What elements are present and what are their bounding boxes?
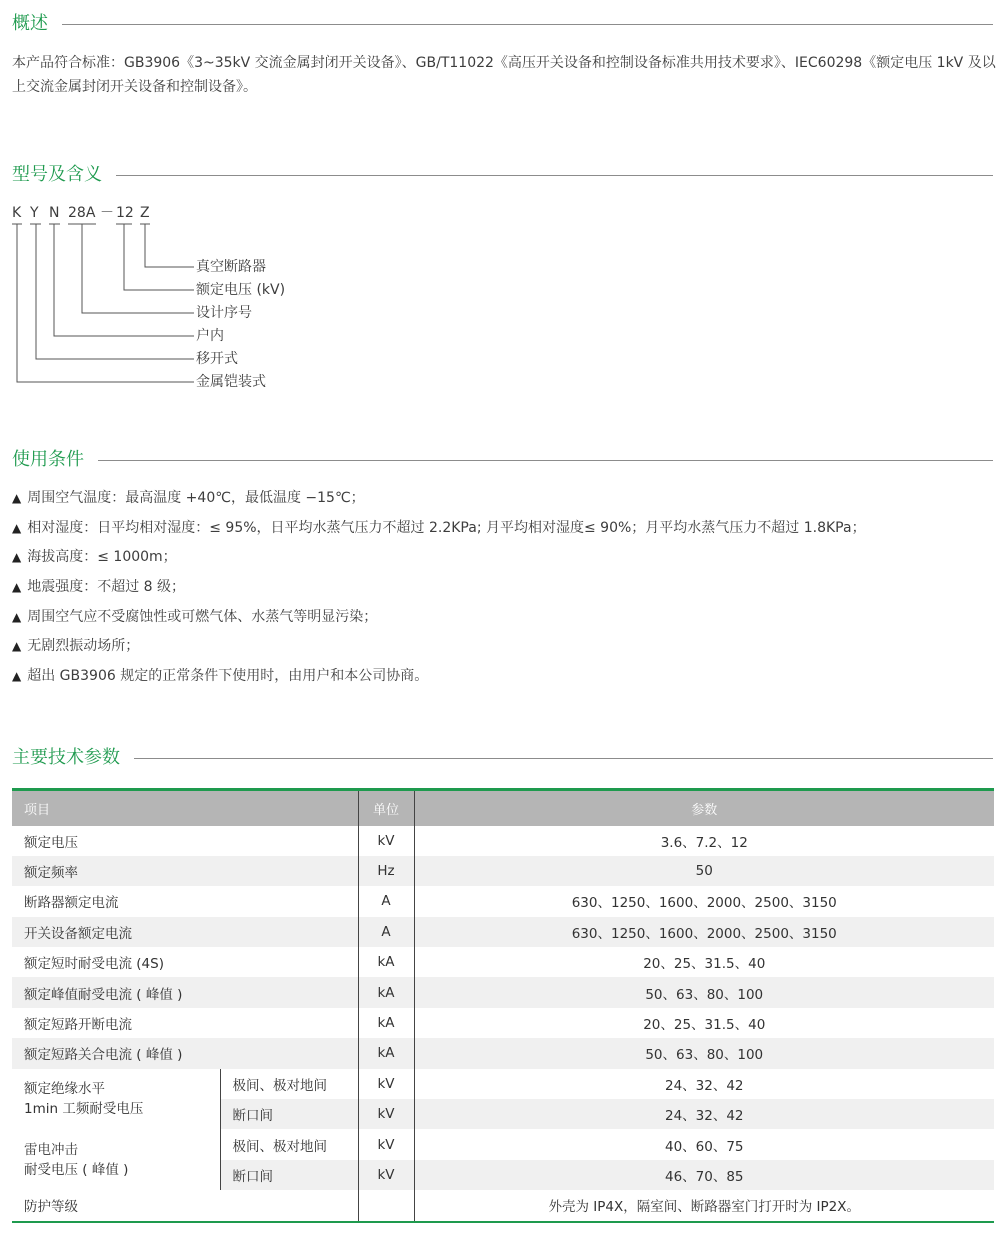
row-value: 20、25、31.5、40 — [414, 947, 994, 977]
row-item: 额定峰值耐受电流 ( 峰值 ) — [12, 977, 358, 1007]
condition-text: 周围空气应不受腐蚀性或可燃气体、水蒸气等明显污染； — [27, 609, 378, 625]
model-header — [12, 163, 993, 187]
table-row — [12, 856, 994, 886]
params-header-row — [12, 790, 994, 826]
table-row — [12, 1038, 994, 1068]
row-value: 630、1250、1600、2000、2500、3150 — [414, 917, 994, 947]
model-meaning-rated-voltage: 额定电压 (kV) — [196, 282, 286, 298]
lightning-item-line2: 耐受电压 ( 峰值 ) — [24, 1161, 129, 1178]
row-unit: kA — [358, 947, 414, 977]
table-row — [12, 1069, 994, 1099]
model-code-y: Y — [30, 205, 39, 221]
condition-item — [12, 518, 866, 538]
conditions-title: 使用条件 — [12, 448, 98, 472]
insulation-item — [12, 1069, 220, 1130]
model-title: 型号及含义 — [12, 163, 116, 187]
model-code-28a: 28A — [68, 205, 96, 221]
row-unit: kA — [358, 977, 414, 1007]
model-code-n: N — [49, 205, 60, 221]
triangle-bullet-icon: ▲ — [12, 550, 22, 564]
model-code-k: K — [12, 205, 22, 221]
row-value: 50、63、80、100 — [414, 1038, 994, 1068]
table-row — [12, 947, 994, 977]
row-unit: A — [358, 886, 414, 916]
row-unit: kA — [358, 1008, 414, 1038]
lightning-sub2: 断口间 — [220, 1160, 358, 1190]
condition-item — [12, 488, 365, 508]
row-value: 630、1250、1600、2000、2500、3150 — [414, 886, 994, 916]
table-row — [12, 917, 994, 947]
row-unit: kV — [358, 826, 414, 856]
row-item: 额定短时耐受电流 (4S) — [24, 956, 164, 973]
model-meaning-withdrawable: 移开式 — [196, 351, 238, 367]
model-diagram — [12, 204, 312, 394]
insulation-sub2: 断口间 — [220, 1099, 358, 1129]
condition-item — [12, 547, 177, 567]
row-item: 额定短路关合电流 ( 峰值 ) — [12, 1038, 358, 1068]
lightning-item-line1: 雷电冲击 — [24, 1141, 78, 1158]
row-unit: Hz — [358, 856, 414, 886]
condition-text: 周围空气温度：最高温度 +40℃，最低温度 −15℃； — [27, 490, 365, 506]
row-value: 20、25、31.5、40 — [414, 1008, 994, 1038]
row-item: 额定电压 — [24, 834, 78, 851]
condition-item — [12, 607, 377, 627]
model-meaning-design-serial: 设计序号 — [196, 305, 252, 321]
model-rule — [12, 175, 993, 176]
insulation-unit2: kV — [358, 1099, 414, 1129]
protection-value: 外壳为 IP4X，隔室间、断路器室门打开时为 IP2X。 — [414, 1190, 994, 1221]
insulation-unit1: kV — [358, 1069, 414, 1099]
row-unit: kA — [358, 1038, 414, 1068]
table-row — [12, 886, 994, 916]
table-row — [12, 1190, 994, 1221]
overview-rule — [12, 24, 993, 25]
lightning-value1: 40、60、75 — [414, 1129, 994, 1159]
model-connector-lines — [12, 204, 202, 394]
triangle-bullet-icon: ▲ — [12, 639, 22, 653]
conditions-rule — [12, 460, 993, 461]
model-meaning-indoor: 户内 — [196, 328, 224, 344]
params-table — [12, 788, 994, 1223]
table-row — [12, 977, 994, 1007]
triangle-bullet-icon: ▲ — [12, 669, 22, 683]
protection-item: 防护等级 — [12, 1190, 358, 1221]
triangle-bullet-icon: ▲ — [12, 521, 22, 535]
row-unit: A — [358, 917, 414, 947]
condition-item — [12, 666, 428, 686]
overview-header — [12, 12, 993, 36]
row-item: 额定频率 — [12, 856, 358, 886]
insulation-item-line2: 1min 工频耐受电压 — [24, 1101, 144, 1118]
model-code-z: Z — [140, 205, 150, 221]
row-item: 额定短路开断电流 — [24, 1017, 132, 1034]
insulation-value1: 24、32、42 — [414, 1069, 994, 1099]
condition-text: 地震强度：不超过 8 级； — [27, 579, 186, 595]
lightning-value2: 46、70、85 — [414, 1160, 994, 1190]
insulation-sub1: 极间、极对地间 — [220, 1069, 358, 1099]
row-item: 断路器额定电流 — [24, 895, 119, 912]
header-item: 项目 — [24, 802, 51, 818]
protection-unit — [358, 1190, 414, 1221]
table-row — [12, 1008, 994, 1038]
lightning-sub1: 极间、极对地间 — [220, 1129, 358, 1159]
triangle-bullet-icon: ▲ — [12, 491, 22, 505]
row-value: 50 — [414, 856, 994, 886]
condition-item — [12, 636, 139, 656]
lightning-item — [12, 1129, 220, 1190]
model-meaning-metal-armored: 金属铠装式 — [196, 374, 266, 390]
condition-text: 海拔高度：≤ 1000m； — [27, 549, 177, 565]
triangle-bullet-icon: ▲ — [12, 580, 22, 594]
params-title: 主要技术参数 — [12, 746, 134, 770]
condition-text: 超出 GB3906 规定的正常条件下使用时，由用户和本公司协商。 — [27, 668, 429, 684]
model-code-12: 12 — [116, 205, 134, 221]
model-code-dash: － — [100, 205, 114, 221]
header-unit: 单位 — [358, 790, 414, 826]
params-rule — [12, 758, 993, 759]
params-header — [12, 746, 993, 770]
condition-item — [12, 577, 185, 597]
condition-text: 无剧烈振动场所； — [27, 638, 140, 654]
triangle-bullet-icon: ▲ — [12, 610, 22, 624]
lightning-unit2: kV — [358, 1160, 414, 1190]
insulation-value2: 24、32、42 — [414, 1099, 994, 1129]
table-row — [12, 826, 994, 856]
conditions-header — [12, 448, 993, 472]
table-row — [12, 1129, 994, 1159]
condition-text: 相对湿度：日平均相对湿度：≤ 95%，日平均水蒸气压力不超过 2.2KPa; 月平均相对湿度≤ 90%；月平均水蒸气压力不超过 1.8KPa； — [27, 520, 866, 536]
row-value: 3.6、7.2、12 — [414, 826, 994, 856]
insulation-item-line1: 额定绝缘水平 — [24, 1081, 105, 1098]
model-meaning-vacuum-breaker: 真空断路器 — [196, 259, 266, 275]
overview-text: 本产品符合标准：GB3906《3~35kV 交流金属封闭开关设备》、GB/T11022《高压开关设备和控制设备标准共用技术要求》、IEC60298《额定电压 1kV 及以上交流金属封闭开关设备和控制设备》。 — [12, 55, 996, 95]
overview-title: 概述 — [12, 12, 62, 36]
header-value: 参数 — [414, 790, 994, 826]
lightning-unit1: kV — [358, 1129, 414, 1159]
row-value: 50、63、80、100 — [414, 977, 994, 1007]
row-item: 开关设备额定电流 — [12, 917, 358, 947]
